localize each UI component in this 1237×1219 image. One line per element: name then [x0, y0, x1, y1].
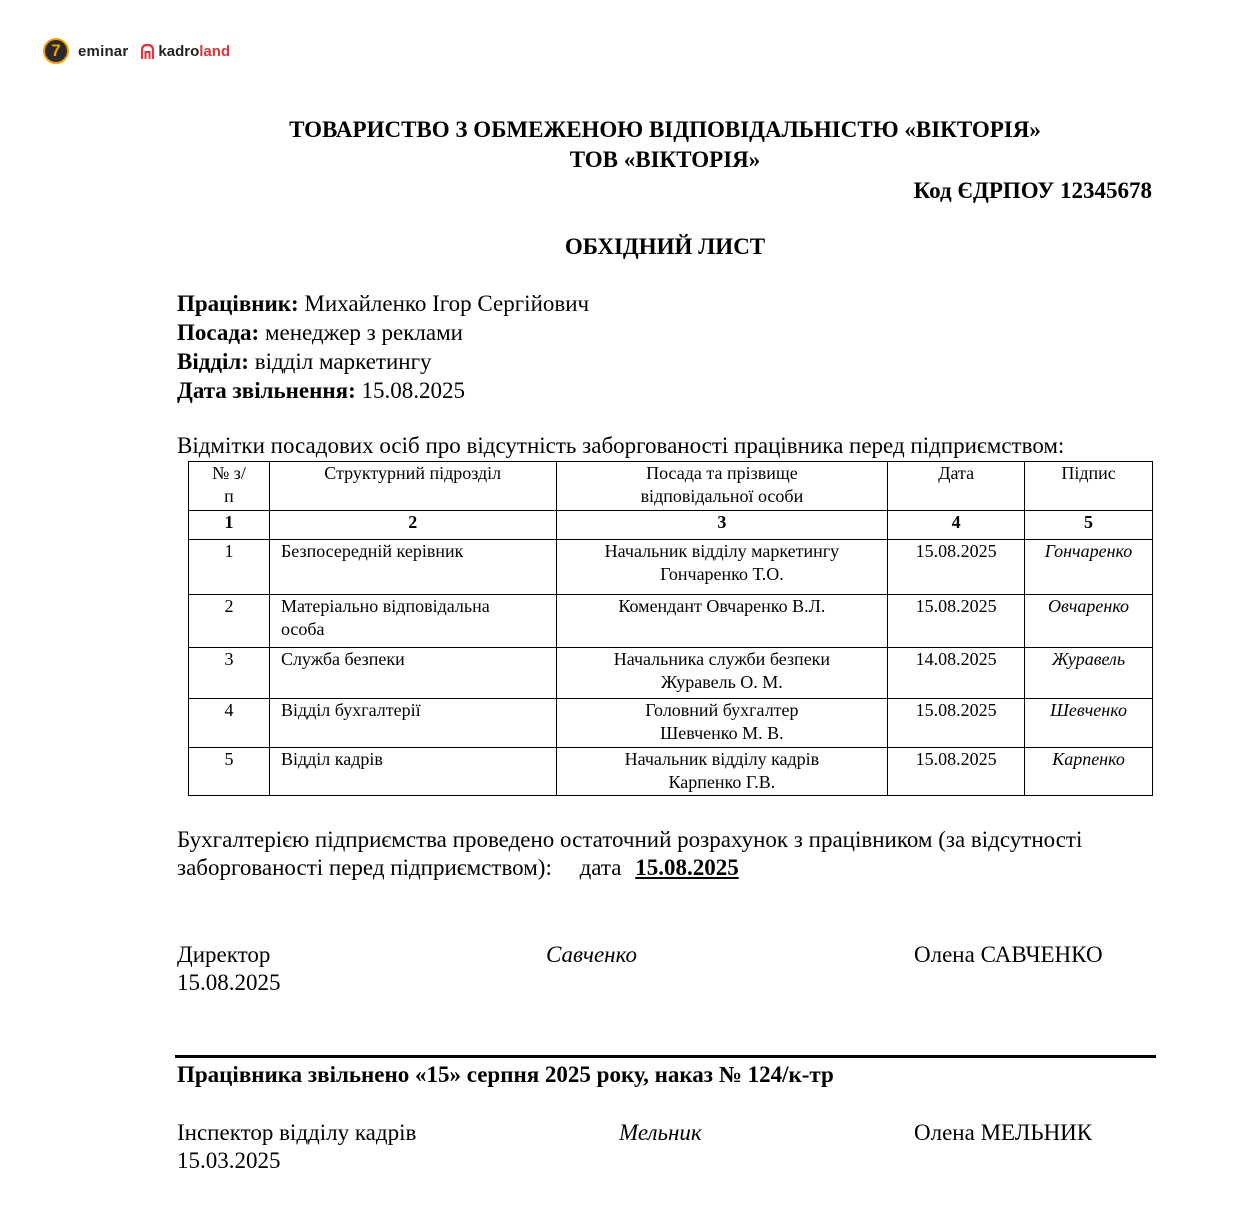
table-row: [189, 595, 1153, 648]
header-department: Структурний підрозділ: [269, 462, 556, 511]
employee-dismissal-date-label: Дата звільнення:: [177, 378, 356, 403]
row-department: Відділ кадрів: [269, 748, 556, 796]
table-row: [189, 648, 1153, 699]
column-number: 3: [556, 511, 888, 540]
row-position: Головний бухгалтер Шевченко М. В.: [556, 699, 888, 748]
row-date: 15.08.2025: [888, 699, 1025, 748]
row-department: Матеріально відповідальна особа: [269, 595, 556, 648]
settlement-text: Бухгалтерією підприємства проведено остаточний розрахунок з працівником (за відсутності заборгованості перед підприємством):: [177, 827, 1083, 880]
marks-caption: Відмітки посадових осіб про відсутність заборгованості працівника перед підприємством:: [177, 433, 1065, 458]
row-signature: Шевченко: [1025, 699, 1153, 748]
row-position: Начальника служби безпеки Журавель О. М.: [556, 648, 888, 699]
settlement-paragraph: [177, 826, 1097, 882]
employee-position-value: менеджер з реклами: [264, 320, 463, 345]
logo-bar: [43, 38, 230, 64]
row-num: 5: [189, 748, 270, 796]
hr-inspector-role: Інспектор відділу кадрів: [177, 1120, 417, 1145]
table-header-row: [189, 462, 1153, 511]
row-position: Начальник відділу маркетингу Гончаренко Т.О.: [556, 540, 888, 595]
table-row: [189, 748, 1153, 796]
dismissal-note: Працівника звільнено «15» серпня 2025 року, наказ № 124/к-тр: [177, 1062, 834, 1087]
row-date: 15.08.2025: [888, 540, 1025, 595]
employee-dismissal-date-value: 15.08.2025: [361, 378, 465, 403]
employee-dismissal-date-line: [177, 376, 589, 405]
edrpou-code: Код ЄДРПОУ 12345678: [913, 178, 1152, 203]
header-date: Дата: [888, 462, 1025, 511]
seminar-logo-text: eminar: [78, 42, 129, 60]
row-num: 4: [189, 699, 270, 748]
row-signature: Гончаренко: [1025, 540, 1153, 595]
table-row: [189, 699, 1153, 748]
clearance-table: [188, 461, 1153, 796]
row-num: 3: [189, 648, 270, 699]
seminar-logo-icon: 7: [43, 38, 69, 64]
kadroland-text-part2: land: [199, 42, 231, 60]
row-date: 15.08.2025: [888, 748, 1025, 796]
column-numbers-row: [189, 511, 1153, 540]
employee-name-value: Михайленко Ігор Сергійович: [304, 291, 590, 316]
column-number: 4: [888, 511, 1025, 540]
employee-department-line: [177, 347, 589, 376]
employee-info: [177, 289, 589, 405]
header-num: № з/п: [189, 462, 270, 511]
header-signature: Підпис: [1025, 462, 1153, 511]
director-date: 15.08.2025: [177, 970, 281, 995]
column-number: 1: [189, 511, 270, 540]
row-num: 1: [189, 540, 270, 595]
settlement-date-value: 15.08.2025: [635, 855, 739, 880]
employee-position-label: Посада:: [177, 320, 260, 345]
row-position: Начальник відділу кадрів Карпенко Г.В.: [556, 748, 888, 796]
employee-name-label: Працівник:: [177, 291, 299, 316]
kadroland-logo: [140, 43, 230, 60]
row-department: Служба безпеки: [269, 648, 556, 699]
settlement-date-label: дата: [579, 855, 622, 880]
row-department: Відділ бухгалтерії: [269, 699, 556, 748]
employee-position-line: [177, 318, 589, 347]
company-full-name: ТОВАРИСТВО З ОБМЕЖЕНОЮ ВІДПОВІДАЛЬНІСТЮ «ВІКТОРІЯ»: [289, 117, 1041, 142]
hr-inspector-signature: Мельник: [619, 1120, 702, 1145]
hr-inspector-name: Олена МЕЛЬНИК: [914, 1120, 1093, 1145]
column-number: 5: [1025, 511, 1153, 540]
company-short-name: ТОВ «ВІКТОРІЯ»: [569, 147, 761, 172]
row-signature: Овчаренко: [1025, 595, 1153, 648]
kadroland-house-icon: [140, 43, 155, 60]
employee-name-line: [177, 289, 589, 318]
divider-line: [175, 1055, 1156, 1058]
director-name: Олена САВЧЕНКО: [914, 942, 1103, 967]
director-role: Директор: [177, 942, 271, 967]
employee-department-label: Відділ:: [177, 349, 249, 374]
column-number: 2: [269, 511, 556, 540]
header-position: Посада та прізвище відповідальної особи: [556, 462, 888, 511]
row-position: Комендант Овчаренко В.Л.: [556, 595, 888, 648]
row-signature: Карпенко: [1025, 748, 1153, 796]
table-row: [189, 540, 1153, 595]
row-date: 14.08.2025: [888, 648, 1025, 699]
row-date: 15.08.2025: [888, 595, 1025, 648]
employee-department-value: відділ маркетингу: [254, 349, 432, 374]
document-title: ОБХІДНИЙ ЛИСТ: [564, 234, 766, 259]
row-num: 2: [189, 595, 270, 648]
row-department: Безпосередній керівник: [269, 540, 556, 595]
row-signature: Журавель: [1025, 648, 1153, 699]
hr-inspector-date: 15.03.2025: [177, 1148, 281, 1173]
director-signature: Савченко: [546, 942, 637, 967]
kadroland-text-part1: kadro: [158, 42, 200, 60]
